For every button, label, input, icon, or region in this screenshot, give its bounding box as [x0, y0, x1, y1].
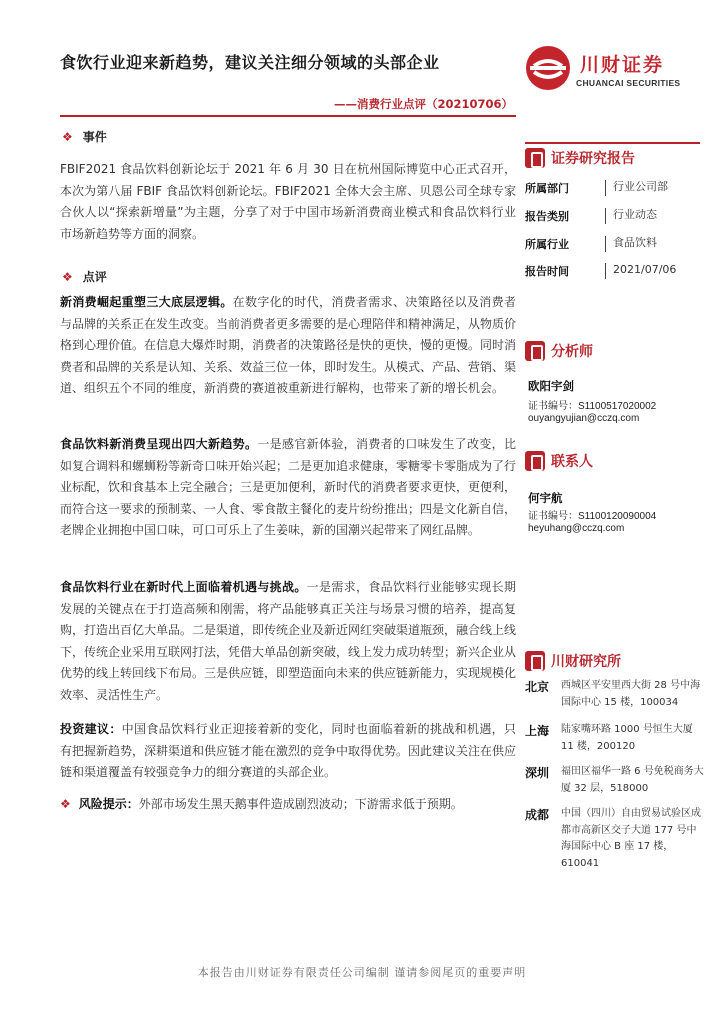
company-logo	[524, 44, 694, 92]
office-address: 福田区福华一路 6 号免税商务大厦 32 层，518000	[561, 766, 704, 794]
info-label: 报告类别	[525, 210, 569, 223]
office-city: 成都	[525, 808, 550, 822]
paragraph-lead: 食品饮料新消费呈现出四大新趋势。	[60, 437, 258, 451]
paragraph-lead: 风险提示：	[78, 797, 139, 811]
paragraph-lead: 新消费崛起重塑三大底层逻辑。	[60, 295, 233, 309]
contact-email[interactable]: heyuhang@cczq.com	[528, 523, 625, 534]
analyst-heading	[525, 341, 593, 361]
comment-paragraph-3	[60, 577, 516, 706]
paragraph-body: 外部市场发生黑天鹅事件造成剧烈波动；下游需求低于预期。	[138, 797, 463, 811]
info-row-industry	[525, 236, 700, 252]
comment-heading	[62, 268, 107, 285]
report-icon	[525, 148, 545, 168]
contact-heading-label: 联系人	[551, 454, 593, 470]
comment-heading-label: 点评	[82, 270, 107, 284]
diamond-icon: ❖	[62, 269, 73, 284]
paragraph-body: 一是感官新体验，消费者的口味发生了改变，比如复合调料和螺蛳粉等新奇口味开始兴起；二是更加追求健康，零糖零卡零脂成为了行业标配，饮和食基本上完全融合；三是更加便利，新时代的消费者要求更快，更便利，而符合这一要求的预制菜、一人食、零食散主餐化的麦片纷纷推出；四是文化新自信，老牌企业拥抱中国口味，可口可乐上了生姜味，新的国潮兴起带来了网红品牌。	[60, 437, 517, 537]
investment-advice-paragraph	[60, 719, 516, 784]
paragraph-body: 一是需求，食品饮料行业能够实现长期发展的关键点在于打造高频和刚需，将产品能够真正关注与场景习惯的培养，提高复购，打造出百亿大单品。二是渠道，即传统企业及新近网红突破渠道瓶颈，融合线上线下，传统企业采用互联网打法，凭借大单品创新突破，线上发力成功转型；新兴企业从优势的线上转回线下布局。三是供应链，即塑造面向未来的供应链新能力，实现规模化效率、灵活性生产。	[60, 580, 517, 702]
info-value: 2021/07/06	[605, 263, 676, 279]
paragraph-body: 在数字化的时代，消费者需求、决策路径以及消费者与品牌的关系正在发生改变。当前消费者更多需要的是心理陪伴和精神满足，从物质价格到心理价值。在信息大爆炸时期，消费者的决策路径是快的更快，慢的更慢。同时消费者和品牌的关系是认知、关系、效益三位一体，即时发生。从模式、产品、营销、渠道、组织五个不同的维度，新消费的赛道被重新进行解构，也带来了新的增长机会。	[60, 295, 517, 395]
paragraph-lead: 投资建议：	[60, 722, 122, 736]
analyst-heading-label: 分析师	[551, 344, 593, 360]
diamond-icon: ❖	[62, 129, 73, 144]
header-rule	[60, 115, 516, 117]
office-address: 西城区平安里西大街 28 号中海国际中心 15 楼，100034	[561, 680, 701, 708]
logo-mark-icon	[524, 44, 572, 92]
report-heading	[525, 148, 635, 168]
info-row-date	[525, 263, 700, 279]
report-title: 食饮行业迎来新趋势，建议关注细分领域的头部企业	[60, 53, 440, 72]
info-label: 所属行业	[525, 238, 569, 251]
footer-disclaimer: 本报告由川财证券有限责任公司编制 谨请参阅尾页的重要声明	[197, 966, 527, 979]
office-beijing	[525, 678, 705, 711]
event-paragraph: FBIF2021 食品饮料创新论坛于 2021 年 6 月 30 日在杭州国际博览中心正式召开，本次为第八届 FBIF 食品饮料创新论坛。FBIF2021 全体大会主席、贝恩公司全球专家合伙人以“探索新增量”为主题，分享了对于中国市场新消费商业模式和食品饮料行业市场新趋势等方面的洞察。	[60, 162, 516, 241]
risk-paragraph	[60, 794, 516, 816]
paragraph-body: 中国食品饮料行业正迎接着新的变化，同时也面临着新的挑战和机遇，只有把握新趋势，深耕渠道和供应链才能在激烈的竞争中取得优势。因此建议关注在供应链和渠道覆盖有较强竞争力的细分赛道的头部企业。	[60, 722, 517, 779]
comment-paragraph-1	[60, 292, 516, 400]
info-row-category	[525, 208, 700, 224]
sidebar-rule	[525, 142, 700, 144]
office-shanghai	[525, 722, 705, 755]
contact-icon	[525, 451, 545, 471]
analyst-cert: 证书编号：S1100517020002	[528, 401, 657, 412]
contact-cert: 证书编号：S1100120090004	[528, 511, 657, 522]
office-address: 中国（四川）自由贸易试验区成都市高新区交子大道 177 号中海国际中心 B 座 17 楼，610041	[561, 808, 701, 869]
info-label: 报告时间	[525, 265, 569, 278]
office-city: 深圳	[525, 766, 550, 780]
logo-english-name: CHUANCAI SECURITIES	[576, 78, 681, 88]
office-city: 上海	[525, 724, 550, 738]
comment-paragraph-2	[60, 434, 516, 542]
info-value: 食品饮料	[605, 236, 657, 252]
info-value: 行业动态	[605, 208, 657, 224]
institute-heading-label: 川财研究所	[551, 654, 621, 670]
report-heading-label: 证券研究报告	[551, 151, 635, 167]
event-heading	[62, 128, 107, 145]
office-chengdu	[525, 806, 705, 872]
diamond-icon: ❖	[60, 797, 71, 811]
info-label: 所属部门	[525, 182, 569, 195]
analyst-icon	[525, 341, 545, 361]
analyst-email[interactable]: ouyangyujian@cczq.com	[528, 413, 640, 424]
event-heading-label: 事件	[82, 130, 107, 144]
contact-name: 何宇航	[528, 491, 563, 505]
contact-heading	[525, 451, 593, 471]
office-address: 陆家嘴环路 1000 号恒生大厦 11 楼，200120	[561, 724, 693, 752]
office-city: 北京	[525, 680, 550, 694]
institute-icon	[525, 651, 545, 671]
office-shenzhen	[525, 764, 705, 797]
analyst-name: 欧阳宇剑	[528, 379, 574, 393]
logo-chinese-name: 川财证券	[580, 54, 665, 76]
institute-heading	[525, 651, 621, 671]
paragraph-lead: 食品饮料行业在新时代上面临着机遇与挑战。	[60, 580, 307, 594]
info-value: 行业公司部	[605, 180, 668, 196]
report-subtitle: ——消费行业点评（20210706）	[333, 97, 513, 111]
info-row-department	[525, 180, 700, 196]
